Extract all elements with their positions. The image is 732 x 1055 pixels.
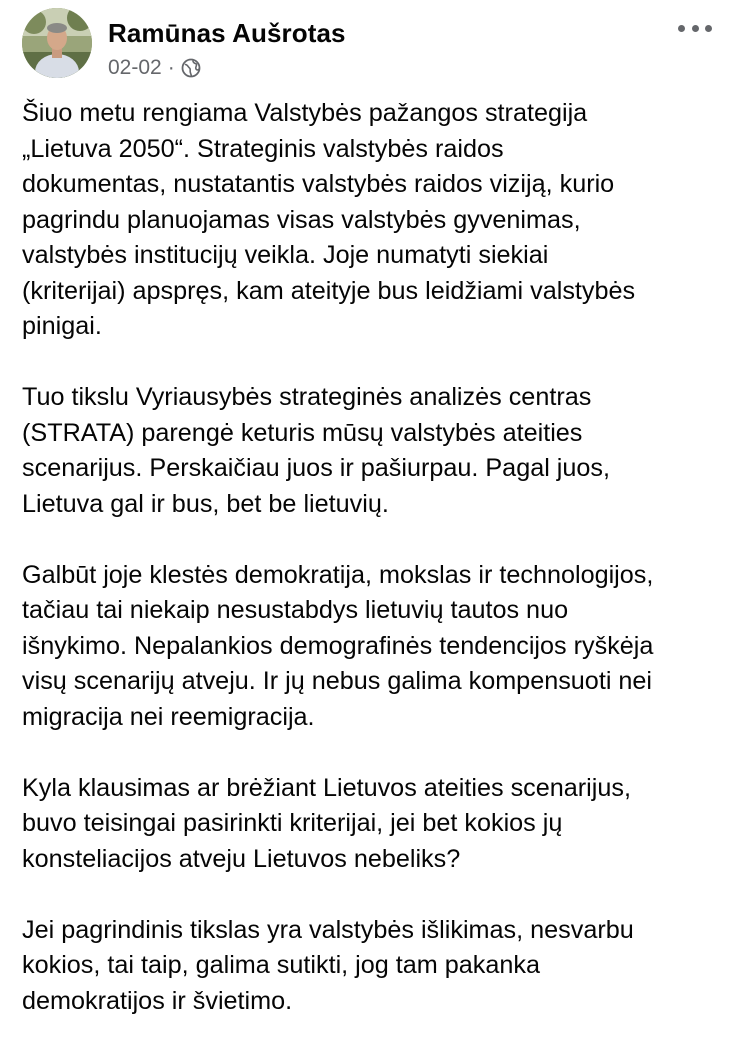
more-options-icon[interactable] — [678, 18, 712, 38]
avatar-photo — [22, 8, 92, 78]
globe-icon[interactable] — [181, 58, 201, 78]
post-paragraph — [22, 771, 722, 878]
more-dot — [692, 25, 699, 32]
more-dot — [705, 25, 712, 32]
post-text-line: Tuo tikslu Vyriausybės strateginės analizės centras — [22, 383, 592, 411]
post-paragraph — [22, 558, 722, 736]
post-text-line: Lietuva gal ir bus, bet be lietuvių. — [22, 489, 389, 518]
post-paragraph — [22, 913, 722, 1020]
post-text-line: išnykimo. Nepalankios demografinės tendencijos ryškėja — [22, 631, 654, 660]
post-text-line: Galbūt joje klestės demokratija, mokslas ir technologijos, — [22, 560, 654, 589]
post-text-line: pinigai. — [22, 312, 102, 340]
post-text-line: demokratijos ir švietimo. — [22, 986, 293, 1015]
post-text-line: Jei pagrindinis tikslas yra valstybės išlikimas, nesvarbu — [22, 915, 634, 944]
post-text-line: tačiau tai niekaip nesustabdys lietuvių tautos nuo — [22, 596, 569, 624]
post-text-line: visų scenarijų atveju. Ir jų nebus galima kompensuoti nei — [22, 667, 653, 695]
post-text-line: konsteliacijos atveju Lietuvos nebeliks? — [22, 844, 461, 873]
post-text-line: scenarijus. Perskaičiau juos ir pašiurpau. Pagal juos, — [22, 454, 611, 482]
post-meta — [108, 56, 201, 80]
post-text-line: „Lietuva 2050“. Strateginis valstybės raidos — [22, 134, 504, 163]
post-text-line: buvo teisingai pasirinkti kriterijai, jei bet kokios jų — [22, 809, 563, 837]
post-text-line: Šiuo metu rengiama Valstybės pažangos strategija — [22, 99, 588, 127]
post-date[interactable]: 02-02 — [108, 56, 162, 79]
avatar[interactable] — [22, 8, 92, 78]
post-paragraph — [22, 380, 722, 522]
post-text-line: valstybės institucijų veikla. Joje numatyti siekiai — [22, 241, 549, 269]
post-text-line: (kriterijai) apspręs, kam ateityje bus leidžiami valstybės — [22, 276, 636, 305]
post-paragraph — [22, 96, 722, 345]
post-text-line: kokios, tai taip, galima sutikti, jog tam pakanka — [22, 951, 540, 979]
post-header — [22, 8, 712, 80]
meta-separator: · — [167, 56, 175, 79]
more-dot — [678, 25, 685, 32]
post-text-line: dokumentas, nustatantis valstybės raidos viziją, kurio — [22, 170, 615, 198]
post-body — [22, 96, 722, 1055]
post-text-line: (STRATA) parengė keturis mūsų valstybės ateities — [22, 418, 583, 447]
post-text-line: Kyla klausimas ar brėžiant Lietuvos ateities scenarijus, — [22, 773, 631, 802]
author-name[interactable]: Ramūnas Aušrotas — [108, 18, 346, 48]
post-text-line: migracija nei reemigracija. — [22, 702, 315, 731]
post-text-line: pagrindu planuojamas visas valstybės gyvenimas, — [22, 205, 581, 234]
